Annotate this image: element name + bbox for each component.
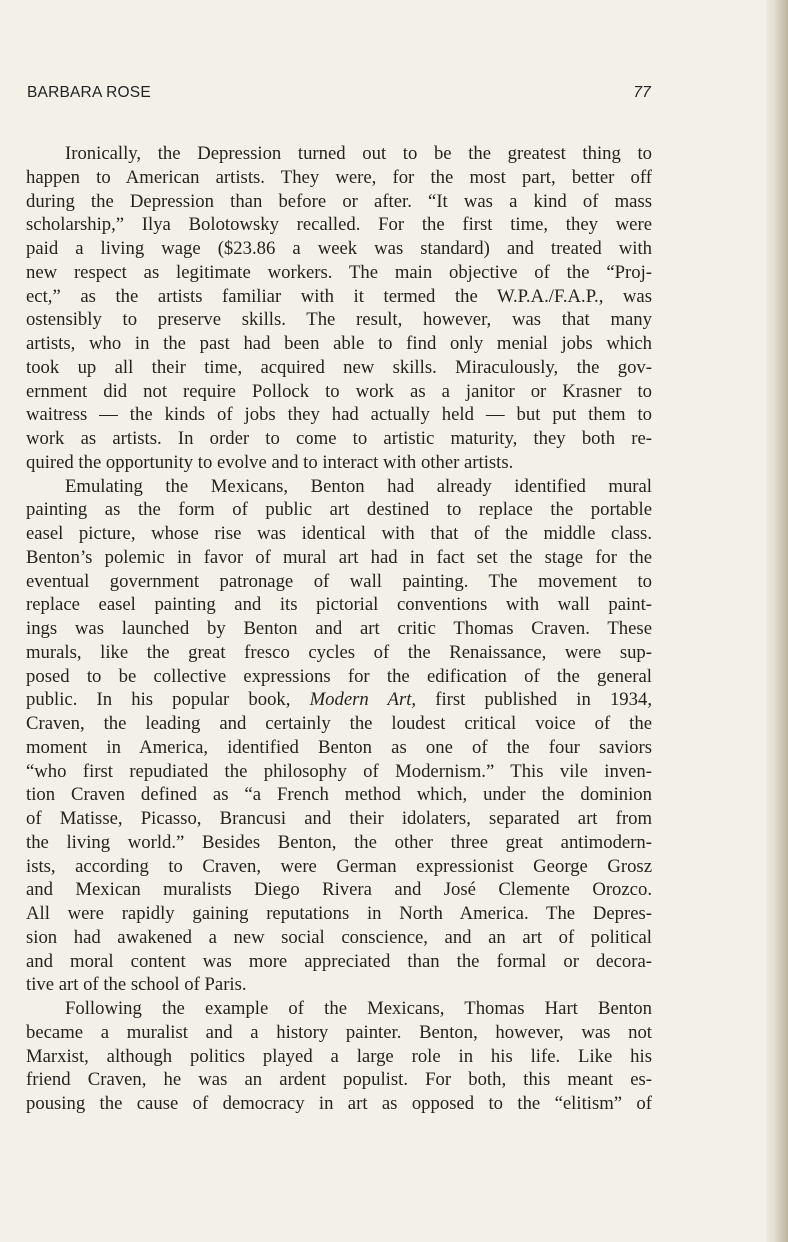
text-line: and moral content was more appreciated than the formal or decora- [26, 950, 652, 972]
text-line: artists, who in the past had been able to find only menial jobs which [26, 333, 652, 354]
running-head-author: BARBARA ROSE [27, 84, 151, 101]
running-header [27, 84, 651, 106]
text-line: ect,” as the artists familiar with it termed the W.P.A./F.A.P., was [26, 285, 652, 307]
page-number: 77 [633, 84, 651, 101]
text-line: paid a living wage ($23.86 a week was standard) and treated with [26, 238, 652, 259]
text-line: took up all their time, acquired new skills. Miraculously, the gov- [26, 356, 652, 378]
text-line: All were rapidly gaining reputations in North America. The Depres- [26, 903, 652, 924]
body-text [26, 142, 652, 1116]
text-line: tive art of the school of Paris. [26, 974, 247, 996]
text-line: ings was launched by Benton and art critic Thomas Craven. These [26, 618, 652, 639]
text-line: eventual government patronage of wall painting. The movement to [26, 570, 652, 592]
text-line: Emulating the Mexicans, Benton had already identified mural [65, 475, 652, 497]
text-line: Following the example of the Mexicans, Thomas Hart Benton [65, 998, 652, 1019]
text-line: ernment did not require Pollock to work as a janitor or Krasner to [26, 380, 652, 402]
text-line: and Mexican muralists Diego Rivera and José Clemente Orozco. [26, 879, 652, 901]
page-edge-shadow [766, 0, 788, 1242]
text-segment: public. In his popular book, [26, 689, 310, 711]
text-line: easel picture, whose rise was identical with that of the middle class. [26, 523, 652, 544]
text-line: work as artists. In order to come to artistic maturity, they both re- [26, 428, 652, 449]
text-line: pousing the cause of democracy in art as opposed to the “elitism” of [26, 1093, 652, 1114]
text-line: the living world.” Besides Benton, the other three great antimodern- [26, 831, 652, 853]
text-line: replace easel painting and its pictorial conventions with wall paint- [26, 594, 652, 616]
text-line: waitress — the kinds of jobs they had actually held — but put them to [26, 404, 652, 426]
text-line: painting as the form of public art destined to replace the portable [26, 499, 652, 521]
text-line: happen to American artists. They were, for the most part, better off [26, 166, 652, 188]
text-line: Ironically, the Depression turned out to be the greatest thing to [65, 143, 652, 164]
text-line: tion Craven defined as “a French method which, under the dominion [26, 784, 652, 806]
text-segment: first published in 1934, [416, 689, 652, 711]
text-line: murals, like the great fresco cycles of the Renaissance, were sup- [26, 641, 652, 663]
text-line: ists, according to Craven, were German expressionist George Grosz [26, 855, 652, 877]
text-line: Benton’s polemic in favor of mural art had in fact set the stage for the [26, 546, 652, 568]
text-line: scholarship,” Ilya Bolotowsky recalled. For the first time, they were [26, 214, 652, 236]
text-line: ostensibly to preserve skills. The result, however, was that many [26, 309, 652, 331]
text-line: “who first repudiated the philosophy of Modernism.” This vile inven- [26, 760, 652, 782]
text-line: became a muralist and a history painter. Benton, however, was not [26, 1021, 652, 1043]
text-line: quired the opportunity to evolve and to interact with other artists. [26, 451, 514, 473]
text-line: Craven, the leading and certainly the loudest critical voice of the [26, 713, 652, 734]
text-line: posed to be collective expressions for the edification of the general [26, 665, 652, 687]
book-title: Modern Art, [309, 689, 417, 711]
text-line: sion had awakened a new social conscience, and an art of political [26, 926, 652, 948]
text-line: moment in America, identified Benton as one of the four saviors [26, 736, 652, 758]
text-line: during the Depression than before or after. “It was a kind of mass [26, 190, 652, 212]
text-line: friend Craven, he was an ardent populist. For both, this meant es- [26, 1069, 652, 1091]
text-line: new respect as legitimate workers. The main objective of the “Proj- [26, 261, 652, 283]
text-line-with-book-title [26, 688, 652, 712]
text-line: Marxist, although politics played a large role in his life. Like his [26, 1045, 652, 1067]
text-line: of Matisse, Picasso, Brancusi and their idolaters, separated art from [26, 808, 652, 829]
